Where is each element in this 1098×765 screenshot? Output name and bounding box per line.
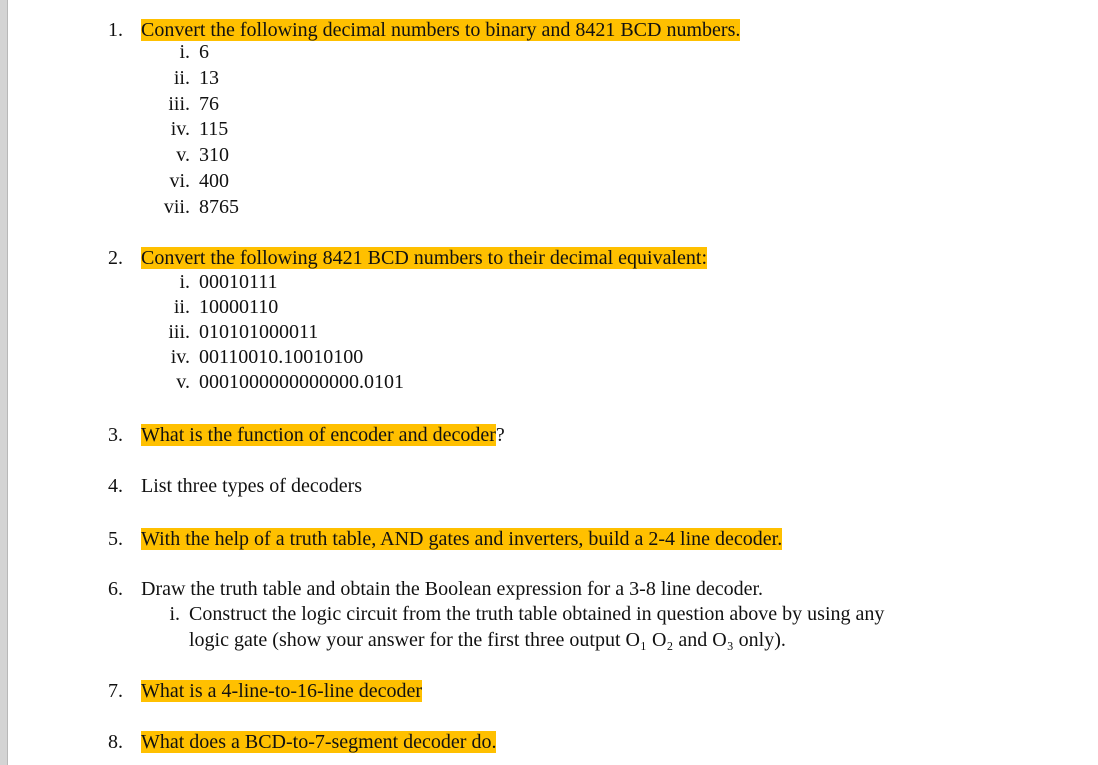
sub-item-label: iii. xyxy=(168,93,190,115)
sub-item xyxy=(0,270,1098,294)
sub-item-label: i. xyxy=(179,41,190,63)
sub-item xyxy=(0,117,1098,141)
sub-item-text: 400 xyxy=(199,170,229,192)
sub-item-text: 0001000000000000.0101 xyxy=(199,371,404,393)
sub-item-label: vii. xyxy=(163,196,190,218)
sub-item xyxy=(0,66,1098,90)
sub-item-label: v. xyxy=(176,144,190,166)
sub-item-text: 310 xyxy=(199,144,229,166)
sub-item xyxy=(0,143,1098,167)
sub-item-text: 00110010.10010100 xyxy=(199,346,364,368)
sub-item xyxy=(0,602,1098,626)
question-text xyxy=(141,679,422,703)
question-text-main: Convert the following 8421 BCD numbers to their decimal equivalent: xyxy=(141,247,708,269)
sub-item xyxy=(0,40,1098,64)
question-text-main: What does a BCD-to-7-segment decoder do. xyxy=(141,731,497,753)
question-number: 5. xyxy=(108,528,123,550)
question-3 xyxy=(0,423,1098,447)
question-text xyxy=(141,527,782,551)
question-2 xyxy=(0,246,1098,270)
question-7 xyxy=(0,679,1098,703)
question-number: 1. xyxy=(108,19,123,41)
question-text-main: List three types of decoders xyxy=(141,475,363,497)
question-number: 8. xyxy=(108,731,123,753)
sub-item-text: 8765 xyxy=(199,196,239,218)
sub-item xyxy=(0,195,1098,219)
question-text-trail: ? xyxy=(495,424,505,446)
question-number: 3. xyxy=(108,424,123,446)
question-number: 7. xyxy=(108,680,123,702)
sub-item-label: ii. xyxy=(173,67,190,89)
question-8 xyxy=(0,730,1098,754)
sub-item-text: 115 xyxy=(199,118,229,140)
sub-item-label: v. xyxy=(176,371,190,393)
question-text xyxy=(141,246,707,270)
question-1 xyxy=(0,18,1098,42)
question-number: 4. xyxy=(108,475,123,497)
question-text xyxy=(141,577,763,601)
sub-item xyxy=(0,345,1098,369)
sub-item-text: 13 xyxy=(199,67,219,89)
sub-item-text: 010101000011 xyxy=(199,321,319,343)
sub-item xyxy=(0,169,1098,193)
sub-item-label: i. xyxy=(169,603,180,625)
question-text-main: What is a 4-line-to-16-line decoder xyxy=(141,680,422,702)
sub-item-label: iv. xyxy=(170,346,190,368)
sub-item xyxy=(0,295,1098,319)
sub-item-label: vi. xyxy=(169,170,190,192)
sub-item-continuation: logic gate (show your answer for the first three output O₁ O₂ and O₃ only). xyxy=(189,629,786,651)
question-text xyxy=(141,423,505,447)
question-text-main: What is the function of encoder and decoder xyxy=(141,424,496,446)
question-text xyxy=(141,18,740,42)
sub-item-label: ii. xyxy=(173,296,190,318)
question-number: 6. xyxy=(108,578,123,600)
sub-item-text: Construct the logic circuit from the truth table obtained in question above by using any xyxy=(189,603,885,625)
question-5 xyxy=(0,527,1098,551)
question-4 xyxy=(0,474,1098,498)
question-text-main: With the help of a truth table, AND gates and inverters, build a 2-4 line decoder. xyxy=(141,528,783,550)
sub-item-label: iii. xyxy=(168,321,190,343)
question-number: 2. xyxy=(108,247,123,269)
sub-item-text: 00010111 xyxy=(199,271,278,293)
question-text-main: Draw the truth table and obtain the Boolean expression for a 3-8 line decoder. xyxy=(141,578,764,600)
sub-item-label: i. xyxy=(179,271,190,293)
question-text xyxy=(141,730,496,754)
question-text-main: Convert the following decimal numbers to binary and 8421 BCD numbers. xyxy=(141,19,741,41)
sub-item-text: 6 xyxy=(199,41,209,63)
sub-item-text: 76 xyxy=(199,93,219,115)
sub-item-text: 10000110 xyxy=(199,296,279,318)
sub-item xyxy=(0,370,1098,394)
question-text xyxy=(141,474,362,498)
question-6 xyxy=(0,577,1098,601)
sub-item xyxy=(0,320,1098,344)
sub-item xyxy=(0,92,1098,116)
sub-item-label: iv. xyxy=(170,118,190,140)
